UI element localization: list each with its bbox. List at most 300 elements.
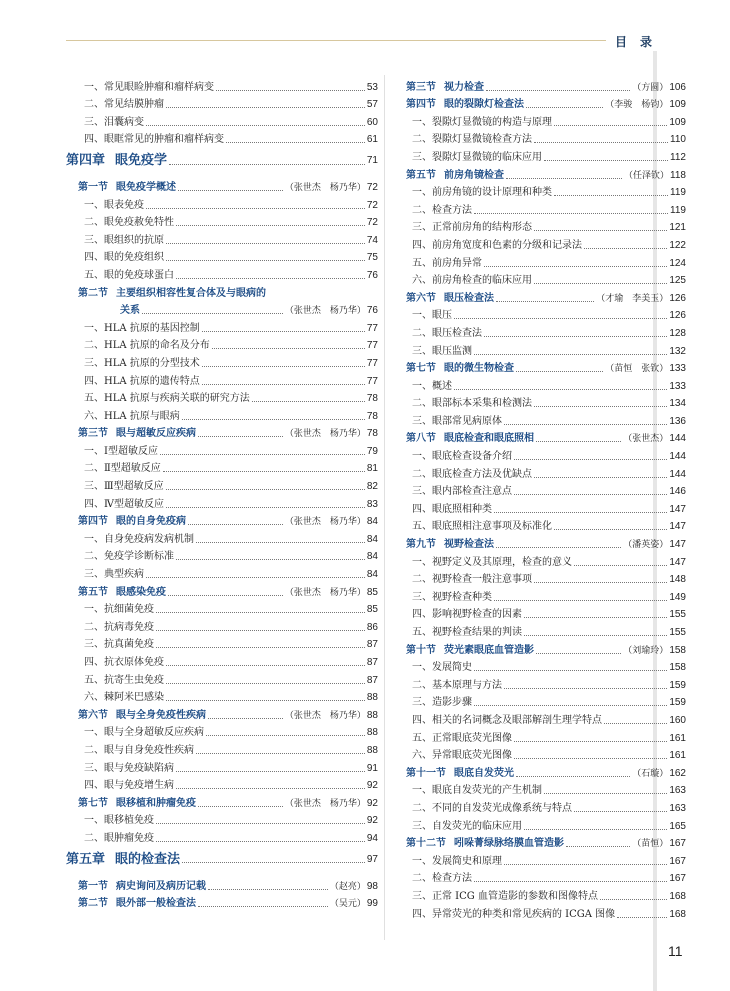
entry-page: 60 [366,116,378,128]
entry-page: 122 [669,239,686,251]
toc-entry[interactable] [394,358,686,376]
toc-entry[interactable] [66,229,378,247]
dot-leader [198,806,283,807]
entry-title: 吲哚菁绿脉络膜血管造影 [454,838,564,850]
entry-title: 四、影响视野检查的因素 [412,609,522,621]
toc-entry[interactable] [66,599,378,617]
entry-title: 二、检查方法 [412,873,472,885]
entry-page: 71 [366,155,378,167]
entry-page: 88 [366,709,378,721]
dot-leader [544,793,667,794]
entry-title: 三、眼部常见病原体 [412,415,502,427]
toc-entry[interactable] [394,199,686,217]
section-label: 第八节 [406,433,436,445]
section-label: 第二节 [78,898,108,910]
entry-title: 一、常见眼睑肿瘤和瘤样病变 [84,81,214,93]
dot-leader [604,723,667,724]
dot-leader [169,164,365,165]
toc-entry[interactable] [394,692,686,710]
entry-page: 77 [366,357,378,369]
entry-title: 前房角镜检查 [444,169,504,181]
entry-author: （石璇） [632,768,669,779]
entry-page: 125 [669,275,686,287]
toc-entry[interactable] [394,569,686,587]
entry-title: 三、眼内部检查注意点 [412,486,512,498]
entry-page: 92 [366,815,378,827]
entry-page: 109 [669,116,686,128]
entry-page: 159 [669,697,686,709]
toc-entry[interactable] [394,234,686,252]
dot-leader [554,125,667,126]
entry-title: 五、抗寄生虫免疫 [84,674,164,686]
toc-entry[interactable] [66,810,378,828]
toc-entry[interactable] [394,322,686,340]
toc-entry[interactable] [66,440,378,458]
entry-title: 二、眼部标本采集和检测法 [412,398,532,410]
entry-page: 92 [366,780,378,792]
entry-page: 118 [670,169,686,181]
entry-title: 二、常见结膜肿瘤 [84,99,164,111]
entry-title: 五、前房角异常 [412,257,482,269]
chapter-label: 第四章 [66,153,106,169]
entry-page: 82 [366,481,378,493]
entry-author: （刘瑜玲） [623,645,669,656]
dot-leader [196,753,365,754]
section-label: 第七节 [78,797,108,809]
entry-page: 133 [669,380,686,392]
entry-title: 六、异常眼底荧光图像 [412,750,512,762]
entry-author: （张世杰 杨乃华） [284,306,366,317]
dot-leader [198,436,283,437]
dot-leader [166,243,365,244]
toc-entry[interactable] [394,833,686,851]
entry-title: 一、视野定义及其原理，检查的意义 [412,556,572,568]
toc-entry[interactable] [394,111,686,129]
entry-author: （张世杰 杨乃华） [284,798,366,809]
entry-page: 61 [366,134,378,146]
entry-title: 三、泪囊病变 [84,116,144,128]
toc-entry[interactable] [394,868,686,886]
entry-title: 四、眼眶常见的肿瘤和瘤样病变 [84,134,224,146]
entry-title: 二、眼压检查法 [412,327,482,339]
toc-entry[interactable] [66,511,378,529]
entry-page: 85 [366,586,378,598]
entry-page: 79 [366,445,378,457]
entry-title: 眼底自发荧光 [454,767,514,779]
entry-title: 荧光素眼底血管造影 [444,644,534,656]
entry-title: 眼的微生物检查 [444,363,514,375]
entry-page: 78 [366,410,378,422]
header-rule [66,40,606,41]
toc-entry[interactable] [394,445,686,463]
dot-leader [168,595,283,596]
entry-page: 109 [669,99,686,111]
section-label: 第十二节 [406,838,446,850]
dot-leader [524,829,667,830]
entry-title: 二、基本原理与方法 [412,679,502,691]
entry-page: 162 [669,767,686,779]
toc-entry[interactable] [394,727,686,745]
entry-title: 一、眼与全身超敏反应疾病 [84,727,204,739]
entry-title: 眼的裂隙灯检查法 [444,99,524,111]
entry-title: 一、发展简史 [412,662,472,674]
entry-page: 84 [366,551,378,563]
entry-page: 119 [670,204,686,216]
toc-entry[interactable] [66,317,378,335]
toc-entry[interactable] [394,815,686,833]
toc-entry[interactable] [66,739,378,757]
toc-entry[interactable] [66,493,378,511]
toc-entry[interactable] [66,194,378,212]
toc-entry[interactable] [394,586,686,604]
toc-entry[interactable] [394,410,686,428]
dot-leader [216,90,365,91]
toc-entry[interactable] [66,757,378,775]
entry-title: 二、眼底检查方法及优缺点 [412,468,532,480]
toc-entry[interactable] [394,885,686,903]
dot-leader [536,653,621,654]
entry-title: 眼免疫学概述 [116,181,176,193]
toc-entry[interactable] [394,762,686,780]
dot-leader [146,208,365,209]
toc-entry[interactable] [66,475,378,493]
entry-page: 87 [366,657,378,668]
entry-title: 一、自身免疫病发病机制 [84,533,194,545]
entry-title: 眼感染免疫 [116,586,166,598]
entry-title: 三、典型疾病 [84,569,144,581]
dot-leader [474,354,667,355]
entry-page: 147 [669,521,686,533]
entry-title: 三、正常 ICG 血管造影的参数和图像特点 [412,890,598,902]
dot-leader [176,559,365,560]
entry-author: （潘英姿） [623,540,669,551]
entry-title: 五、眼的免疫球蛋白 [84,269,174,281]
entry-page: 97 [366,853,378,865]
entry-author: （张世杰 杨乃华） [284,429,366,440]
entry-page: 136 [669,415,686,427]
toc-entry[interactable] [66,129,378,147]
entry-page: 163 [669,802,686,814]
dot-leader [554,529,667,530]
entry-page: 57 [366,99,378,111]
entry-page: 133 [669,363,686,375]
entry-author: （张世杰 杨乃华） [284,182,366,193]
toc-entry[interactable] [66,634,378,652]
dot-leader [496,547,621,548]
toc-entry[interactable] [66,264,378,282]
toc-entry[interactable] [66,146,378,176]
dot-leader [516,776,630,777]
toc-entry[interactable] [394,129,686,147]
toc-entry[interactable] [66,212,378,230]
dot-leader [156,630,365,631]
section-label: 第六节 [406,292,436,304]
toc-entry[interactable] [394,340,686,358]
entry-title: 眼与全身免疫性疾病 [116,709,206,721]
section-label: 第十节 [406,644,436,656]
entry-page: 88 [366,692,378,704]
toc-entry[interactable] [394,604,686,622]
toc-entry[interactable] [66,352,378,370]
dot-leader [494,512,667,513]
entry-title: 一、发展简史和原理 [412,855,502,867]
entry-title: 视野检查法 [444,539,494,551]
dot-leader [178,190,283,191]
entry-title: 二、眼免疫赦免特性 [84,217,174,229]
dot-leader [534,230,667,231]
entry-title: 眼外部一般检查法 [116,898,196,910]
entry-page: 112 [670,151,686,163]
toc-entry[interactable] [66,563,378,581]
dot-leader [202,384,365,385]
toc-entry[interactable] [66,94,378,112]
dot-leader [496,301,594,302]
entry-title: 五、正常眼底荧光图像 [412,732,512,744]
entry-title: 眼底检查和眼底照相 [444,433,534,445]
toc-entry[interactable] [394,780,686,798]
toc-entry[interactable] [394,287,686,305]
entry-page: 53 [366,81,378,93]
toc-entry[interactable] [394,551,686,569]
toc-entry[interactable] [66,335,378,353]
entry-page: 99 [366,898,378,910]
dot-leader [146,125,365,126]
toc-entry[interactable] [66,405,378,423]
toc-entry[interactable] [66,792,378,810]
toc-entry[interactable] [394,657,686,675]
section-label: 第六节 [78,709,108,721]
toc-entry[interactable] [66,388,378,406]
entry-title: 六、HLA 抗原与眼病 [84,410,180,422]
entry-title: 一、眼压 [412,310,452,322]
entry-page: 167 [669,873,686,885]
entry-page: 72 [366,181,378,193]
dot-leader [176,788,365,789]
entry-page: 147 [669,503,686,515]
entry-page: 87 [366,674,378,686]
entry-page: 110 [670,134,686,146]
section-label: 第三节 [406,81,436,93]
toc-entry[interactable] [394,217,686,235]
toc-entry[interactable] [66,370,378,388]
dot-leader [156,647,365,648]
toc-left-column [66,76,378,910]
dot-leader [166,107,365,108]
dot-leader [486,90,630,91]
dot-leader [526,107,603,108]
toc-entry[interactable] [394,252,686,270]
section-label: 第七节 [406,363,436,375]
toc-entry[interactable] [394,674,686,692]
toc-entry[interactable] [394,393,686,411]
entry-page: 92 [366,797,378,809]
section-label: 第一节 [78,880,108,892]
entry-page: 160 [669,714,686,726]
entry-author: （方圆） [632,82,669,93]
dot-leader [226,142,365,143]
toc-entry[interactable] [394,903,686,921]
toc-entry[interactable] [66,76,378,94]
toc-entry[interactable] [394,481,686,499]
toc-entry[interactable] [394,164,686,182]
entry-title: 三、眼与免疫缺陷病 [84,762,174,774]
entry-page: 78 [366,428,378,440]
toc-entry[interactable] [394,498,686,516]
toc-entry[interactable] [394,533,686,551]
section-label: 第一节 [78,181,108,193]
toc-entry[interactable] [66,845,378,875]
entry-title: 二、裂隙灯显微镜检查方法 [412,134,532,146]
entry-page: 128 [669,327,686,339]
toc-entry[interactable] [66,893,378,911]
toc-entry[interactable] [394,305,686,323]
toc-entry[interactable] [394,146,686,164]
toc-entry[interactable] [66,669,378,687]
toc-entry[interactable] [66,827,378,845]
dot-leader [454,389,667,390]
dot-leader [534,477,667,478]
entry-title: 病史询问及病历记载 [116,880,206,892]
dot-leader [506,178,622,179]
entry-title: 一、Ⅰ型超敏反应 [84,445,158,457]
entry-title: 眼压检查法 [444,292,494,304]
toc-entry[interactable] [394,850,686,868]
entry-title: 三、造影步骤 [412,697,472,709]
toc-entry[interactable] [66,282,378,300]
entry-page: 81 [366,463,378,475]
entry-page: 124 [669,257,686,269]
dot-leader [574,565,667,566]
entry-title: 眼的检查法 [115,851,181,867]
entry-title: 三、HLA 抗原的分型技术 [84,357,200,369]
toc-entry[interactable] [394,375,686,393]
page-number: 11 [668,943,683,959]
entry-title: 三、正常前房角的结构形态 [412,222,532,234]
toc-entry[interactable] [394,270,686,288]
entry-title: 四、抗衣原体免疫 [84,657,164,668]
section-label: 第五节 [406,169,436,181]
toc-entry[interactable] [66,687,378,705]
toc-entry[interactable] [66,176,378,194]
entry-page: 159 [669,679,686,691]
entry-page: 94 [366,832,378,844]
entry-page: 88 [366,744,378,756]
entry-page: 134 [669,398,686,410]
dot-leader [166,683,365,684]
entry-page: 106 [669,81,686,93]
entry-page: 167 [669,838,686,850]
entry-title: 三、视野检查种类 [412,591,492,603]
entry-page: 168 [669,890,686,902]
entry-title: 四、眼的免疫组织 [84,252,164,264]
toc-entry[interactable] [66,616,378,634]
toc-entry[interactable] [66,875,378,893]
entry-title: 二、检查方法 [412,204,472,216]
section-label: 第四节 [78,516,108,528]
entry-title: 眼移植和肿瘤免疫 [116,797,196,809]
entry-page: 146 [669,486,686,498]
entry-author: （赵亮） [329,881,366,892]
entry-title: 眼与超敏反应疾病 [116,428,196,440]
dot-leader [166,700,365,701]
toc-entry[interactable] [394,797,686,815]
entry-page: 155 [669,627,686,638]
toc-entry[interactable] [394,516,686,534]
toc-entry[interactable] [394,94,686,112]
entry-page: 144 [669,433,686,445]
entry-title: 一、眼底检查设备介绍 [412,451,512,463]
toc-entry[interactable] [66,247,378,265]
toc-entry[interactable] [66,458,378,476]
dot-leader [163,471,365,472]
toc-entry[interactable] [66,300,378,318]
entry-title: 视力检查 [444,81,484,93]
entry-title: 二、眼与自身免疫性疾病 [84,744,194,756]
toc-entry[interactable] [66,528,378,546]
dot-leader [188,524,283,525]
dot-leader [166,260,365,261]
toc-entry[interactable] [394,76,686,94]
toc-entry[interactable] [394,463,686,481]
section-label: 第四节 [406,99,436,111]
toc-entry[interactable] [66,111,378,129]
entry-page: 149 [669,591,686,603]
toc-entry[interactable] [394,182,686,200]
dot-leader [600,899,667,900]
dot-leader [554,195,668,196]
dot-leader [202,366,365,367]
dot-leader [146,577,365,578]
toc-entry[interactable] [66,423,378,441]
entry-title: 一、前房角镜的设计原理和种类 [412,187,552,199]
dot-leader [514,459,667,460]
dot-leader [524,635,667,636]
entry-page: 83 [366,498,378,510]
dot-leader [202,331,365,332]
toc-entry[interactable] [66,581,378,599]
entry-title: 四、Ⅳ型超敏反应 [84,498,164,510]
toc-entry[interactable] [66,546,378,564]
dot-leader [474,705,667,706]
dot-leader [176,278,365,279]
toc-entry[interactable] [394,428,686,446]
entry-title: 二、HLA 抗原的命名及分布 [84,340,210,352]
toc-entry[interactable] [394,745,686,763]
entry-page: 76 [366,305,378,317]
entry-page: 77 [366,375,378,387]
entry-title: 眼免疫学 [115,153,168,169]
entry-page: 78 [366,393,378,405]
entry-author: （张世杰 杨乃华） [284,587,366,598]
toc-entry[interactable] [394,709,686,727]
entry-author: （苗恒 张钦） [605,364,669,375]
toc-entry[interactable] [66,651,378,669]
entry-title: 五、HLA 抗原与疾病关联的研究方法 [84,393,250,405]
toc-entry[interactable] [66,775,378,793]
toc-entry[interactable] [394,639,686,657]
entry-title: 一、裂隙灯显微镜的构造与原理 [412,116,552,128]
toc-entry[interactable] [66,722,378,740]
entry-page: 77 [366,322,378,334]
entry-page: 98 [366,880,378,892]
entry-title: 四、HLA 抗原的遗传特点 [84,375,200,387]
toc-entry[interactable] [66,704,378,722]
toc-entry[interactable] [394,621,686,639]
entry-title: 六、棘阿米巴感染 [84,692,164,704]
dot-leader [504,688,667,689]
entry-title: 二、Ⅱ型超敏反应 [84,463,161,475]
entry-title: 三、眼压监测 [412,345,472,357]
